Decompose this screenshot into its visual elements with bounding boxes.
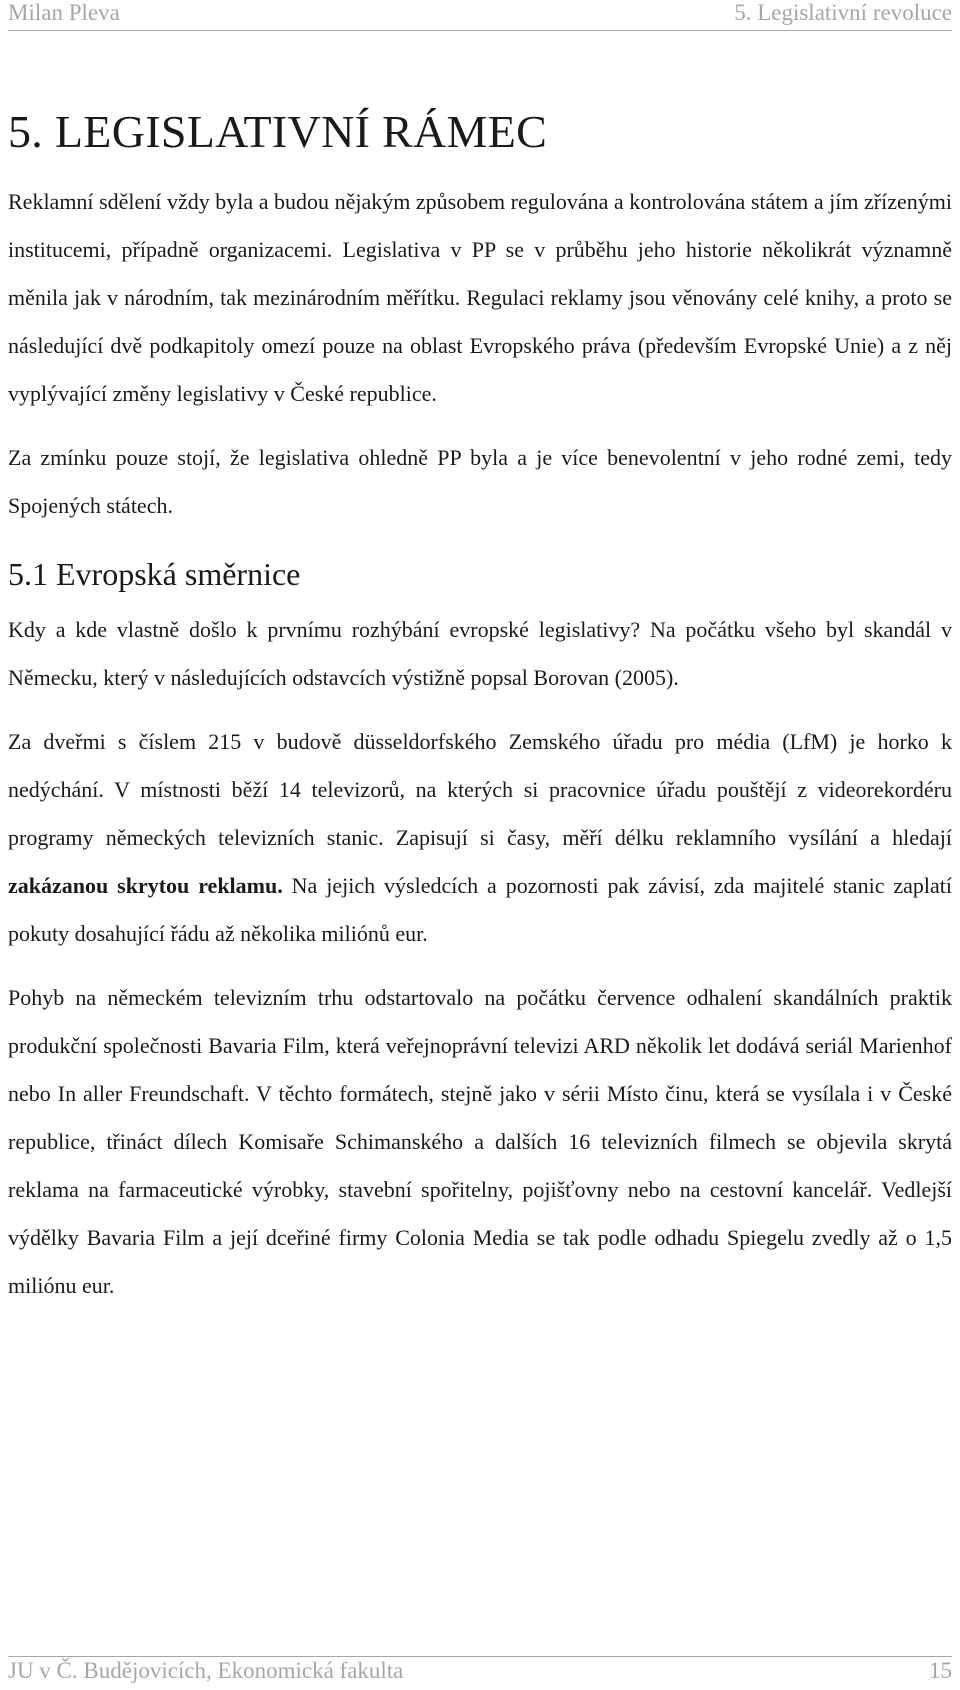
paragraph-question: Kdy a kde vlastně došlo k prvnímu rozhýbání evropské legislativy? Na počátku všeho byl skandál v Německu, který v následujících odstavcích výstižně popsal Borovan (2005). xyxy=(8,617,952,690)
quote-1-emphasis: zakázanou skrytou reklamu. xyxy=(8,873,283,898)
quote-1-text-start: Za dveřmi s číslem 215 v budově düsseldorfského Zemského úřadu pro média (LfM) je horko k nedýchání. V místnosti běží 14 televizorů, na kterých si pracovnice úřadu pouštějí z videorekordéru programy německých televizních stanic. Zapisují si časy, měří délku reklamního vysílání a hledají xyxy=(8,729,952,850)
header-chapter: 5. Legislativní revoluce xyxy=(734,0,952,25)
paragraph-quote-2: Pohyb na německém televizním trhu odstartovalo na počátku července odhalení skandálních praktik produkční společnosti Bavaria Film, která veřejnoprávní televizi ARD několik let dodává seriál Marienhof nebo In aller Freundschaft. V těchto formátech, stejně jako v sérii Místo činu, která se vysílala i v České republice, třináct dílech Komisaře Schimanského a dalších 16 televizních filmech se objevila skrytá reklama na farmaceutické výrobky, stavební spořitelny, pojišťovny nebo na cestovní kancelář. Vedlejší výdělky Bavaria Film a její dceřiné firmy Colonia Media se tak podle odhadu Spiegelu zvedly až o 1,5 miliónu eur. xyxy=(8,985,952,1298)
chapter-title: 5. LEGISLATIVNÍ RÁMEC xyxy=(8,106,548,157)
paragraph-quote-1 xyxy=(8,718,952,958)
section-heading: 5.1 Evropská směrnice xyxy=(8,556,301,592)
header-author: Milan Pleva xyxy=(8,0,120,25)
page-footer xyxy=(8,1656,952,1690)
quote-1-text-end: Na jejich výsledcích a pozornosti pak závisí, zda majitelé stanic zaplatí pokuty dosahující řádu až několika miliónů eur. xyxy=(8,873,953,946)
footer-page-number: 15 xyxy=(929,1658,952,1683)
page-header xyxy=(8,0,952,31)
footer-institution: JU v Č. Budějovicích, Ekonomická fakulta xyxy=(8,1658,404,1683)
paragraph-note: Za zmínku pouze stojí, že legislativa ohledně PP byla a je více benevolentní v jeho rodné zemi, tedy Spojených státech. xyxy=(8,445,952,518)
page-content xyxy=(8,100,952,1326)
paragraph-intro: Reklamní sdělení vždy byla a budou nějakým způsobem regulována a kontrolována státem a jím zřízenými institucemi, případně organizacemi. Legislativa v PP se v průběhu jeho historie několikrát významně měnila jak v národním, tak mezinárodním měřítku. Regulaci reklamy jsou věnovány celé knihy, a proto se následující dvě podkapitoly omezí pouze na oblast Evropského práva (především Evropské Unie) a z něj vyplývající změny legislativy v České republice. xyxy=(8,189,952,406)
